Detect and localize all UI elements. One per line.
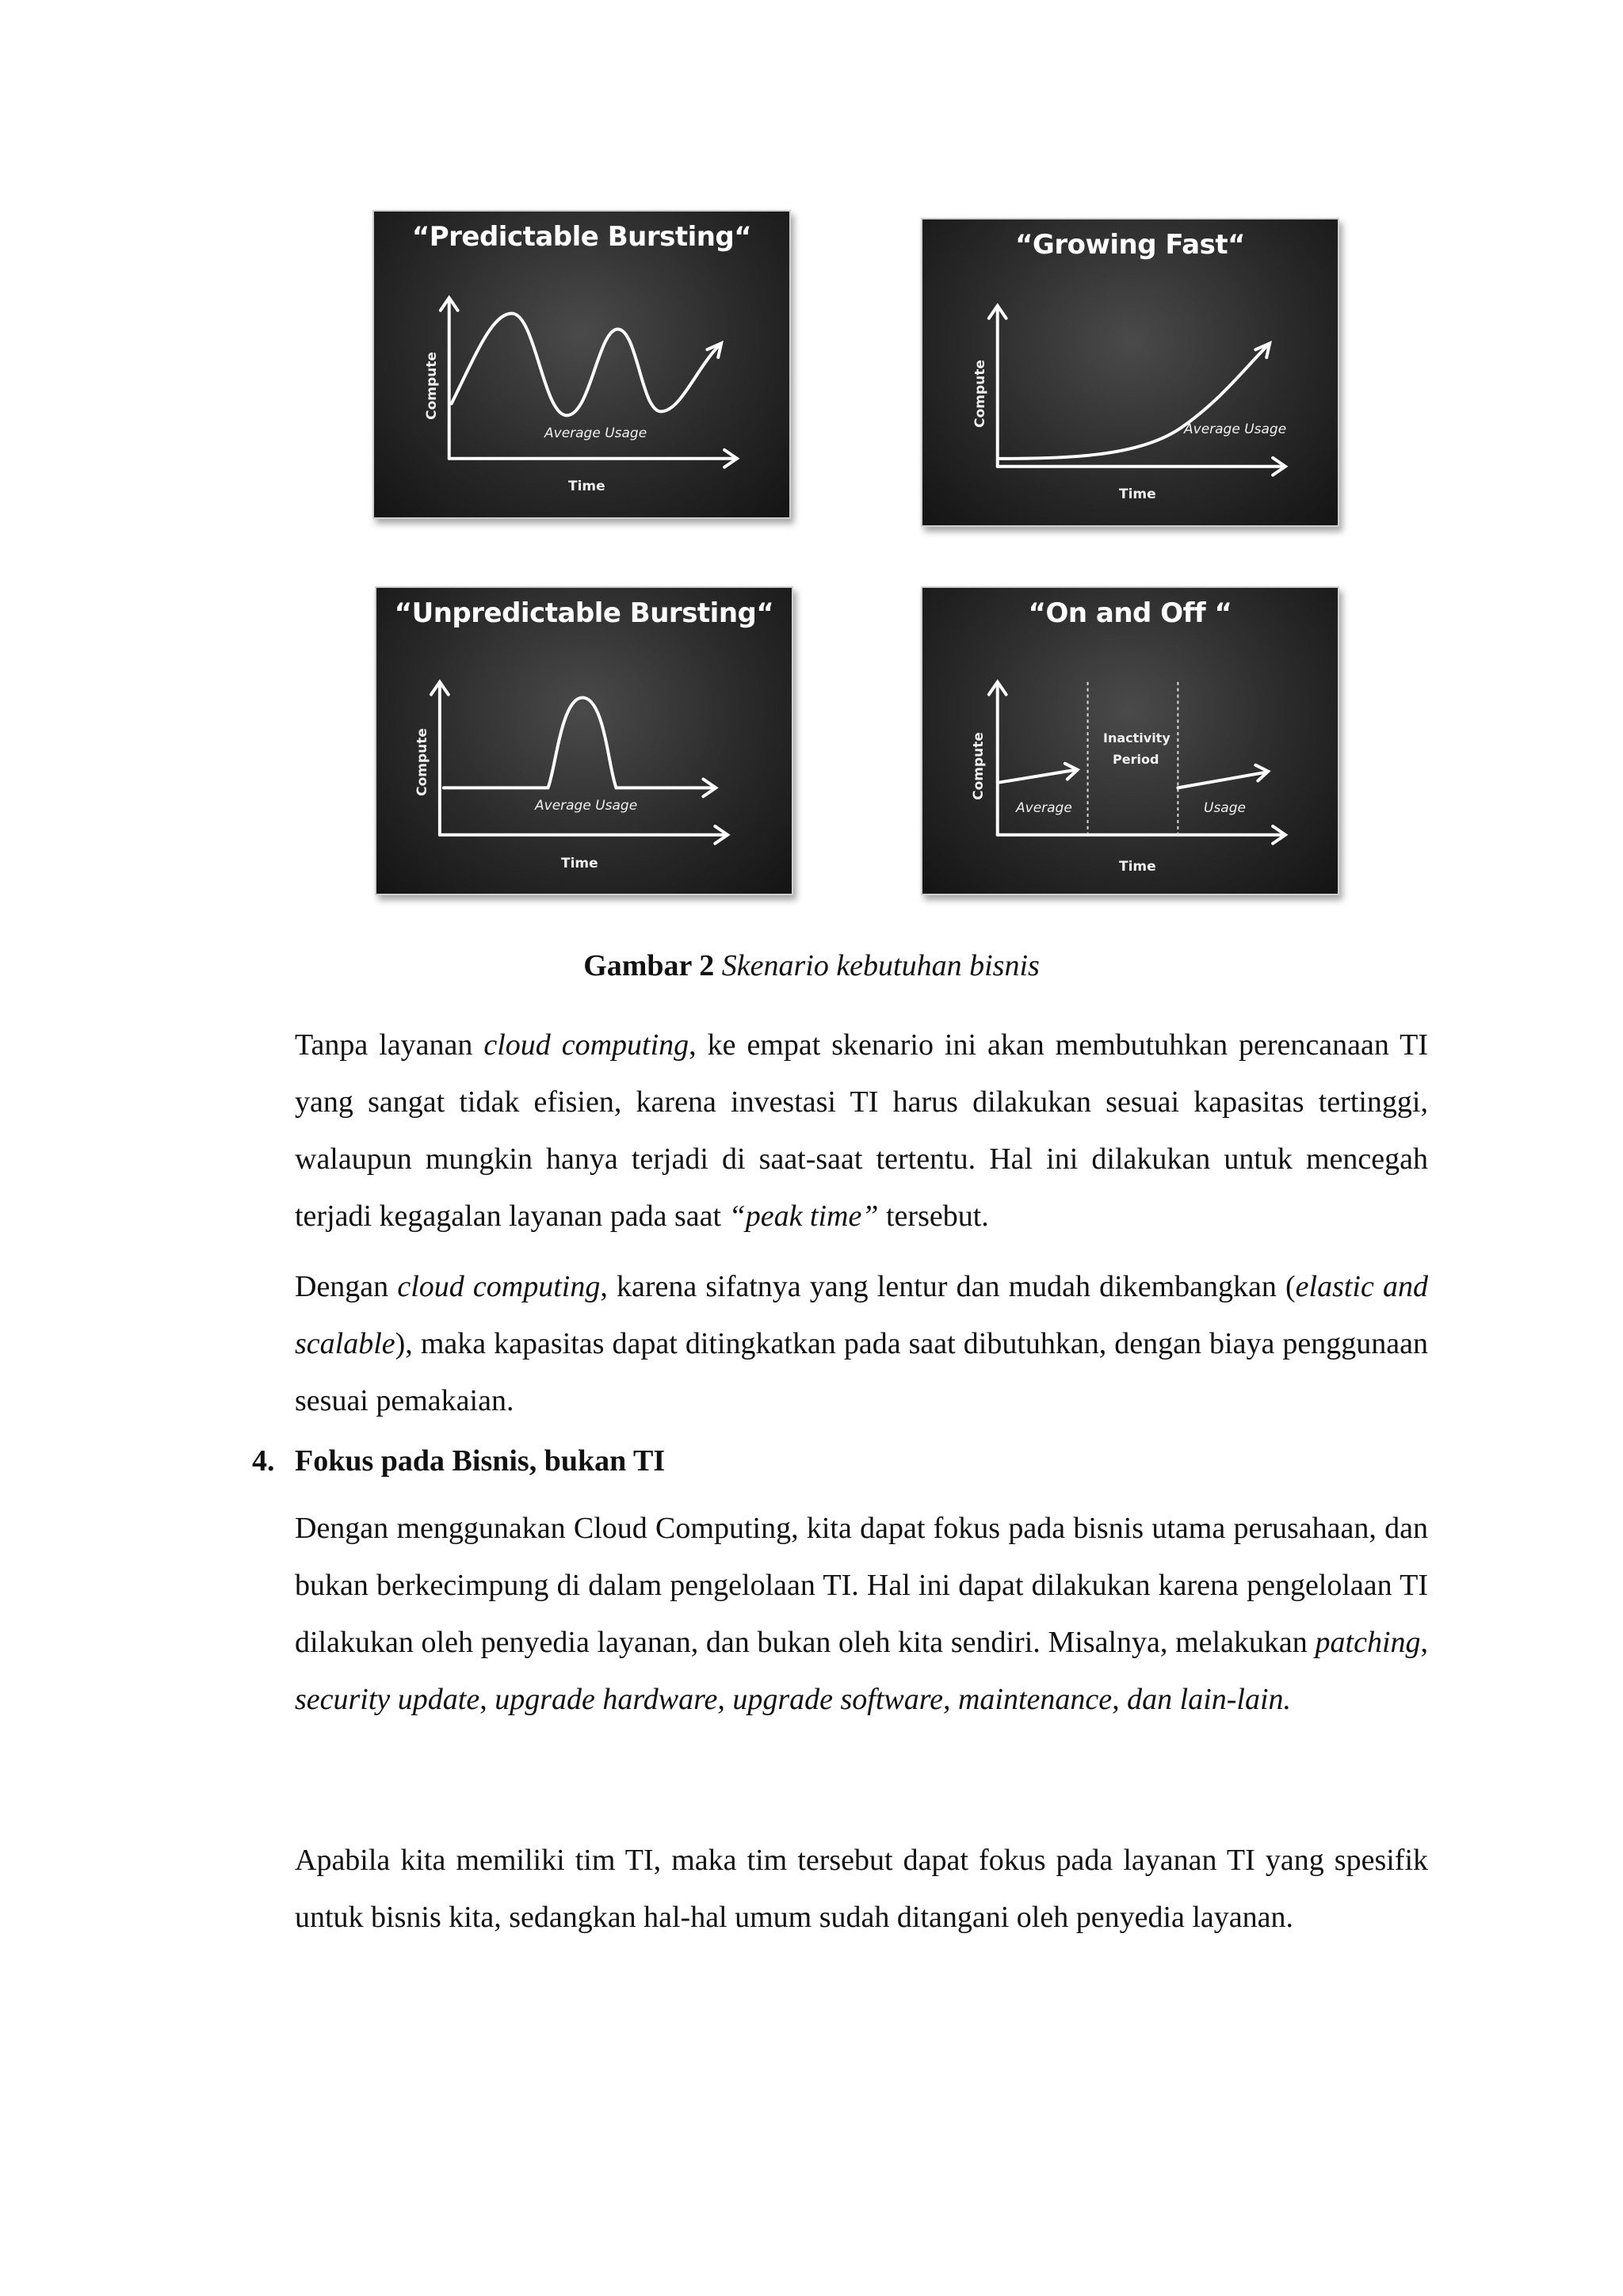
annotation-average: Average xyxy=(1016,800,1072,816)
text-run: Tanpa layanan xyxy=(295,1028,484,1062)
panel-growing-fast xyxy=(921,218,1339,527)
y-axis-label: Compute xyxy=(970,732,987,800)
text-run: tersebut. xyxy=(878,1199,989,1233)
panel-title: “Predictable Bursting“ xyxy=(411,221,752,253)
annotation-average-usage: Average Usage xyxy=(535,798,638,814)
text-run-italic: upgrade hardware, upgrade software, maintenance, dan lain-lain. xyxy=(495,1683,1292,1716)
text-run-italic: cloud computing xyxy=(483,1028,689,1062)
paragraph-2 xyxy=(295,1258,1428,1429)
text-run-italic: cloud computing xyxy=(397,1270,601,1303)
text-run-italic: patching xyxy=(1315,1626,1421,1659)
x-axis-label: Time xyxy=(1119,486,1156,502)
text-run-italic: elastic and scalable xyxy=(295,1270,1428,1360)
caption-text: Skenario kebutuhan bisnis xyxy=(721,949,1040,982)
text-run: , xyxy=(1420,1626,1428,1659)
annotation-average-usage: Average Usage xyxy=(1184,421,1287,437)
panel-predictable-bursting xyxy=(372,210,791,519)
x-axis-label: Time xyxy=(568,479,605,494)
inactivity-label-line2: Period xyxy=(1113,752,1159,767)
paragraph-4: Apabila kita memiliki tim TI, maka tim tersebut dapat fokus pada layanan TI yang spesifik untuk bisnis kita, sedangkan hal-hal umum sudah ditangani oleh penyedia layanan. xyxy=(295,1844,1428,1934)
panel-title: “On and Off “ xyxy=(1028,597,1232,629)
text-run: , karena sifatnya yang lentur dan mudah dikembangkan ( xyxy=(600,1270,1296,1303)
panel-on-and-off xyxy=(921,586,1339,895)
text-run: , xyxy=(479,1683,495,1716)
text-run: , ke empat skenario ini akan membutuhkan perencanaan TI yang sangat tidak efisien, karena investasi TI harus dilakukan sesuai kapasitas tertinggi, walaupun mungkin hanya terjadi di saat-saat tertentu. Hal ini dilakukan untuk mencegah terjadi kegagalan layanan pada saat xyxy=(295,1028,1429,1233)
heading-text: Fokus pada Bisnis, bukan TI xyxy=(295,1444,666,1478)
x-axis-label: Time xyxy=(561,856,598,871)
figure-caption xyxy=(0,948,1623,983)
panel-title: “Unpredictable Bursting“ xyxy=(394,597,774,629)
section-heading xyxy=(252,1444,665,1478)
panel-title: “Growing Fast“ xyxy=(1015,229,1245,261)
annotation-usage: Usage xyxy=(1204,800,1246,816)
paragraph-1 xyxy=(295,1016,1428,1245)
x-axis-label: Time xyxy=(1119,859,1156,875)
y-axis-label: Compute xyxy=(414,728,430,796)
y-axis-label: Compute xyxy=(972,360,988,428)
text-run-italic: “peak time” xyxy=(728,1199,879,1233)
y-axis-label: Compute xyxy=(423,352,440,420)
text-run: Dengan xyxy=(295,1270,398,1303)
text-run-italic: security update xyxy=(295,1683,480,1716)
paragraph-3 xyxy=(295,1500,1428,1728)
heading-number: 4. xyxy=(252,1444,275,1478)
annotation-average-usage: Average Usage xyxy=(544,425,647,441)
caption-label: Gambar 2 xyxy=(583,949,715,982)
text-run: Dengan menggunakan Cloud Computing, kita dapat fokus pada bisnis utama perusahaan, dan bukan berkecimpung di dalam pengelolaan TI. Hal ini dapat dilakukan karena pengelolaan TI dilakukan oleh penyedia layanan, dan bukan oleh kita sendiri. Misalnya, melakukan xyxy=(295,1512,1428,1659)
panel-unpredictable-bursting xyxy=(375,586,793,895)
text-run: ), maka kapasitas dapat ditingkatkan pada saat dibutuhkan, dengan biaya penggunaan sesuai pemakaian. xyxy=(295,1327,1428,1417)
unpredictable-bursting-graph xyxy=(376,588,792,894)
inactivity-label-line1: Inactivity xyxy=(1103,730,1170,746)
